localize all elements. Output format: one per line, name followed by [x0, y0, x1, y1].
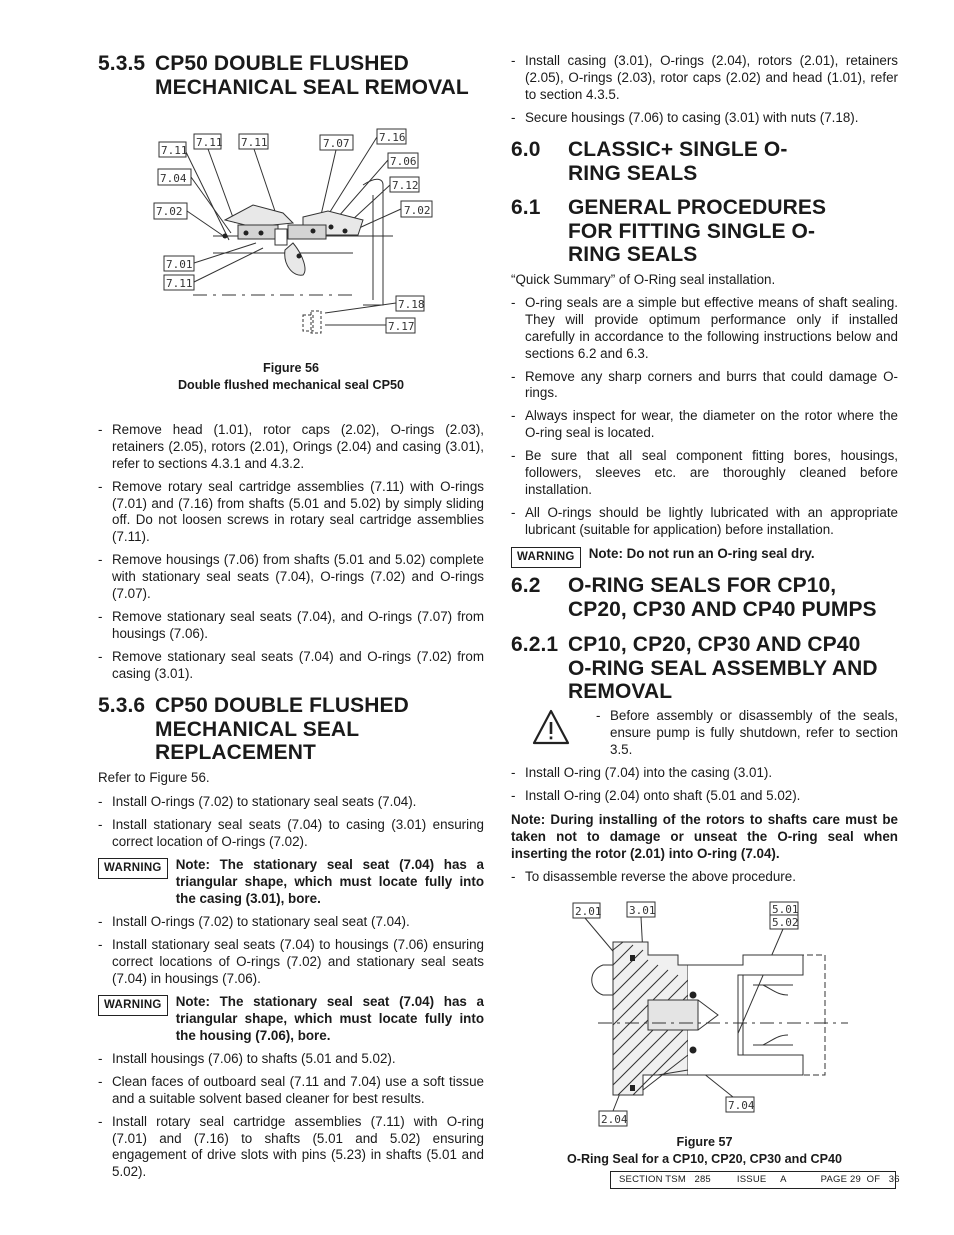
list-item: - Install stationary seal seats (7.04) to housings (7.06) ensuring correct locations of O-rings (7.02) and stationary seal seats (7.04) in housings (7.06).: [98, 937, 484, 988]
replacement-steps-b: [98, 914, 484, 988]
fig57-label: 3.01: [629, 904, 656, 917]
fig57-label: 2.04: [601, 1113, 628, 1126]
rotor-install-note: Note: During installing of the rotors to shafts care must be taken not to damage or unseat the O-ring seal when inserting the rotor (2.01) into O-ring (7.04).: [511, 812, 898, 861]
fig56-label: 7.11: [196, 136, 223, 149]
warning-triangle-icon: [531, 708, 571, 748]
list-item: - Install O-ring (7.04) into the casing (3.01).: [511, 765, 898, 782]
warning-text: Note: The stationary seal seat (7.04) has a triangular shape, which must locate fully into the casing (3.01), bore.: [175, 857, 484, 906]
fig57-label: 5.01: [772, 903, 799, 916]
list-item: - All O-rings should be lightly lubricated with an appropriate lubricant (suitable for application) before installation.: [511, 505, 898, 539]
figure-57-drawing: [563, 895, 863, 1130]
list-item: - Remove stationary seal seats (7.04) and O-rings (7.02) from casing (3.01).: [98, 649, 484, 683]
fig56-label: 7.07: [323, 137, 350, 150]
quick-summary-text: “Quick Summary” of O-Ring seal installation.: [511, 272, 776, 287]
assembly-steps: [511, 765, 898, 805]
list-item: - Remove stationary seal seats (7.04), and O-rings (7.07) from housings (7.06).: [98, 609, 484, 643]
oring-seal-diagram: [563, 895, 863, 1130]
heading-5-3-5: 5.3.5 CP50 DOUBLE FLUSHED MECHANICAL SEAL REMOVAL: [98, 52, 469, 99]
list-item: - Remove housings (7.06) from shafts (5.01 and 5.02) complete with stationary seal seats (7.04), O-rings (7.02) and O-rings (7.07).: [98, 552, 484, 603]
fig56-label: 7.11: [241, 136, 268, 149]
fig56-label: 7.12: [392, 179, 419, 192]
fig56-label: 7.02: [404, 204, 431, 217]
fig56-label: 7.16: [379, 131, 406, 144]
heading-5-3-6: 5.3.6 CP50 DOUBLE FLUSHED MECHANICAL SEAL REPLACEMENT: [98, 694, 409, 765]
fig56-label: 7.17: [388, 320, 415, 333]
list-item: - Install rotary seal cartridge assemblies (7.11) with O-ring (7.01) and (7.16) to shafts (5.01 and 5.02) ensuring engagement of drive slots with pins (5.23) in shafts (5.01 and 5.02).: [98, 1114, 484, 1182]
list-item: - Remove rotary seal cartridge assemblies (7.11) with O-rings (7.01) and (7.16) from shafts (5.01 and 5.02) by simply sliding off. Do not loosen screws in rotary seal cartridge assemblies (7.11).: [98, 479, 484, 547]
list-item: - Be sure that all seal component fitting bores, housings, followers, sleeves etc. are thoroughly cleaned before installation.: [511, 448, 898, 499]
fig56-label: 7.11: [161, 144, 188, 157]
fig57-label: 7.04: [728, 1099, 755, 1112]
list-item: - Secure housings (7.06) to casing (3.01) with nuts (7.18).: [511, 110, 898, 127]
warning-note-3: [511, 546, 898, 568]
list-item: - Install casing (3.01), O-rings (2.04), rotors (2.01), retainers (2.05), O-rings (2.03), rotor caps (2.02) and head (1.01), refer to section 4.3.5.: [511, 53, 898, 104]
list-item: - Install O-rings (7.02) to stationary seal seats (7.04).: [98, 794, 484, 811]
figure-56-drawing: [153, 125, 433, 340]
fig57-label: 2.01: [575, 905, 602, 918]
warning-note-2: [98, 994, 484, 1045]
replacement-steps-a: [98, 794, 484, 851]
warning-badge: WARNING: [98, 995, 168, 1016]
warning-text: Note: The stationary seal seat (7.04) has a triangular shape, which must locate fully into the housing (7.06), bore.: [175, 994, 484, 1043]
general-steps: [511, 295, 898, 539]
figure-57-title: O-Ring Seal for a CP10, CP20, CP30 and CP40: [566, 1152, 843, 1166]
figure-57-number: Figure 57: [676, 1135, 733, 1149]
disassemble-steps: [511, 869, 898, 886]
warning-badge: WARNING: [98, 858, 168, 879]
top-steps: [511, 53, 898, 127]
list-item: - Always inspect for wear, the diameter on the rotor where the O-ring seal is located.: [511, 408, 898, 442]
list-item: - Remove any sharp corners and burrs that could damage O-rings.: [511, 369, 898, 403]
heading-6-2: 6.2 O-RING SEALS FOR CP10, CP20, CP30 AND CP40 PUMPS: [511, 574, 877, 621]
refer-figure-text: Refer to Figure 56.: [98, 770, 210, 785]
heading-6-2-1: 6.2.1 CP10, CP20, CP30 AND CP40 O-RING SEAL ASSEMBLY AND REMOVAL: [511, 633, 878, 704]
list-item: - Before assembly or disassembly of the seals, ensure pump is fully shutdown, refer to section 3.5.: [596, 708, 898, 759]
fig56-label: 7.06: [390, 155, 417, 168]
list-item: - Install stationary seal seats (7.04) to casing (3.01) ensuring correct location of O-rings (7.02).: [98, 817, 484, 851]
footer-page: PAGE 29 OF 36: [820, 1174, 900, 1186]
page-footer: [610, 1171, 900, 1189]
footer-issue: ISSUE A: [736, 1174, 787, 1186]
removal-steps: [98, 422, 484, 682]
list-item: - Install O-ring (2.04) onto shaft (5.01 and 5.02).: [511, 788, 898, 805]
seal-cp50-diagram: [153, 125, 433, 340]
figure-56-caption: [98, 360, 484, 394]
heading-6-1: 6.1 GENERAL PROCEDURES FOR FITTING SINGLE O-RING SEALS: [511, 196, 827, 267]
figure-57-caption: [511, 1134, 898, 1168]
fig56-label: 7.18: [398, 298, 425, 311]
replacement-steps-c: [98, 1051, 484, 1181]
list-item: - O-ring seals are a simple but effective means of shaft sealing. They will provide optimum performance only if installed carefully in accordance to the following instructions below and sections 6.2 and 6.3.: [511, 295, 898, 363]
figure-56-title: Double flushed mechanical seal CP50: [177, 378, 405, 392]
heading-6-0: 6.0 CLASSIC+ SINGLE O-RING SEALS: [511, 138, 788, 185]
warning-text: Note: Do not run an O-ring seal dry.: [588, 546, 815, 561]
list-item: - Install O-rings (7.02) to stationary seal seat (7.04).: [98, 914, 484, 931]
list-item: - Install housings (7.06) to shafts (5.01 and 5.02).: [98, 1051, 484, 1068]
footer-section: SECTION TSM 285: [619, 1174, 711, 1186]
list-item: - Clean faces of outboard seal (7.11 and 7.04) use a soft tissue and a suitable solvent based cleaner for best results.: [98, 1074, 484, 1108]
fig56-label: 7.01: [166, 258, 193, 271]
warning-badge: WARNING: [511, 547, 581, 568]
caution-steps: [596, 708, 898, 759]
fig57-label: 5.02: [772, 916, 799, 929]
figure-56-number: Figure 56: [263, 361, 319, 375]
fig56-label: 7.04: [160, 172, 187, 185]
list-item: - To disassemble reverse the above procedure.: [511, 869, 898, 886]
list-item: - Remove head (1.01), rotor caps (2.02), O-rings (2.03), retainers (2.05), rotors (2.01), Orings (2.04) and casing (3.01), refer to sections 4.3.1 and 4.3.2.: [98, 422, 484, 473]
fig56-label: 7.11: [166, 277, 193, 290]
fig56-label: 7.02: [156, 205, 183, 218]
warning-note-1: [98, 857, 484, 908]
